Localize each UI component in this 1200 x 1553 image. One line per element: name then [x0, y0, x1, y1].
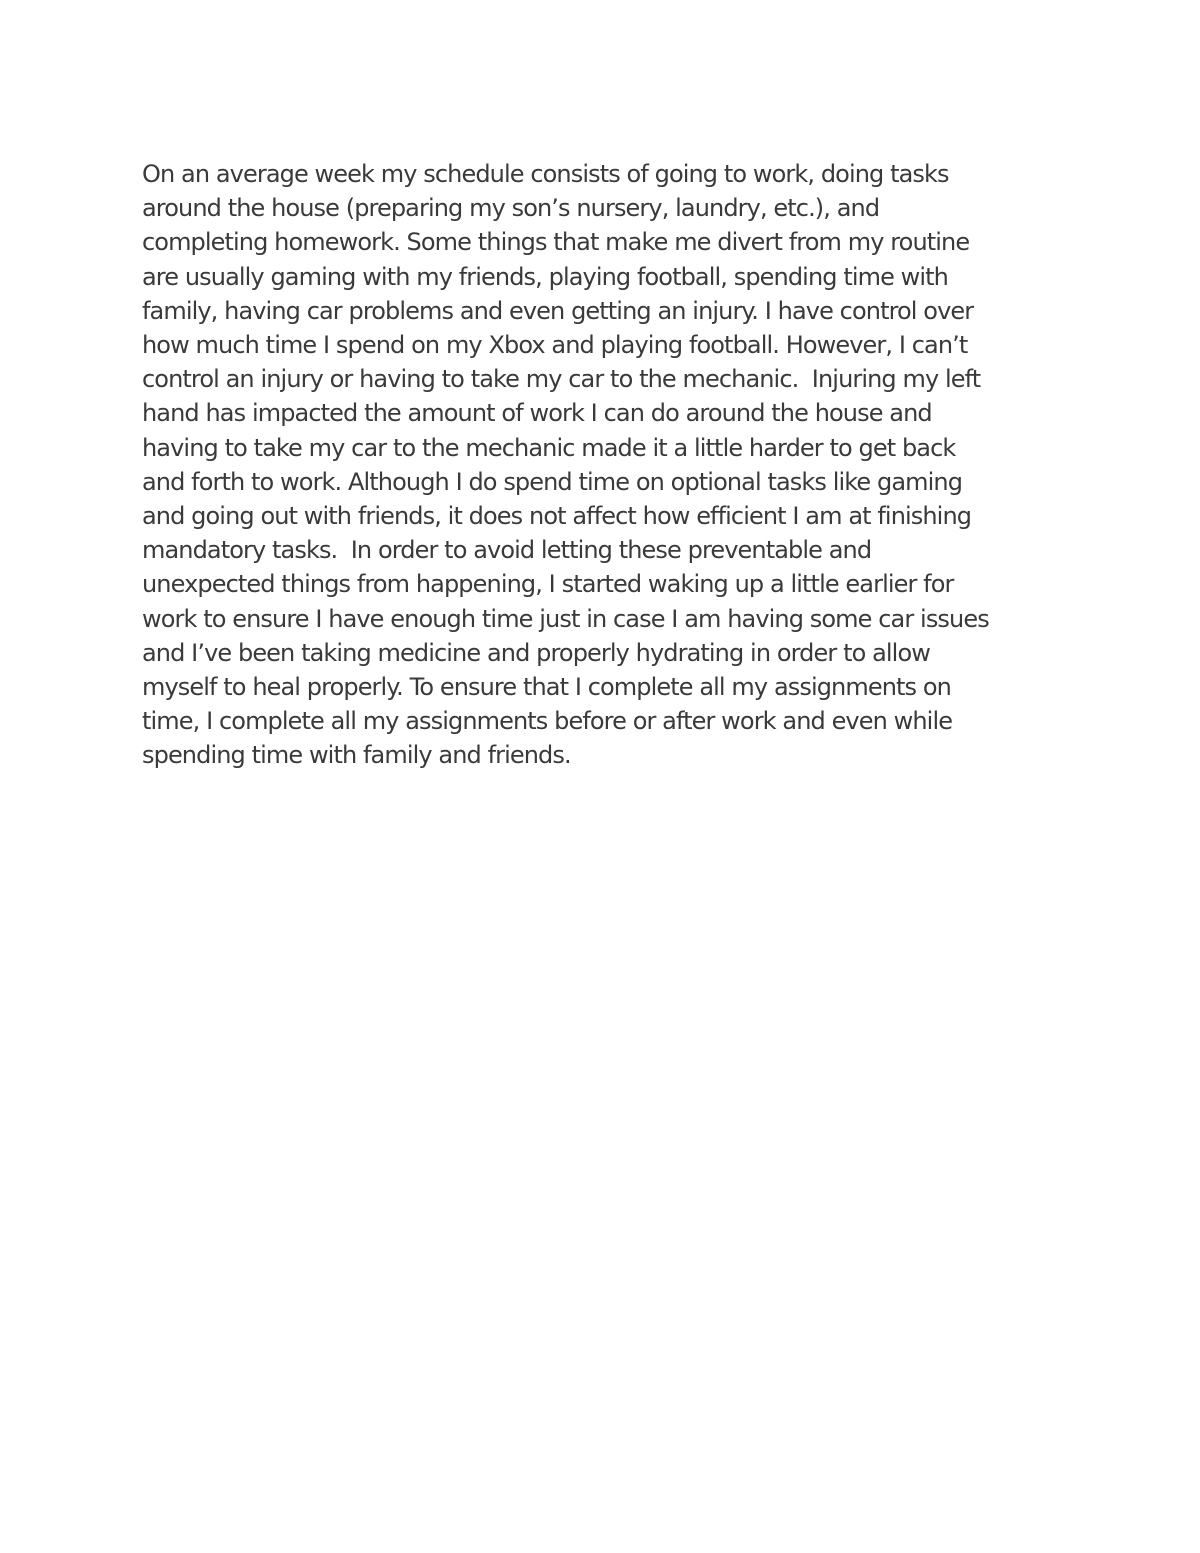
paragraph-line: and going out with friends, it does not affect how efficient I am at finishing [142, 502, 972, 531]
body-paragraph [142, 157, 1082, 773]
paragraph-line: On an average week my schedule consists of going to work, doing tasks [142, 160, 949, 188]
paragraph-line: having to take my car to the mechanic made it a little harder to get back [142, 433, 956, 462]
paragraph-line: work to ensure I have enough time just in case I am having some car issues [142, 604, 989, 633]
paragraph-line: unexpected things from happening, I started waking up a little earlier for [142, 570, 954, 599]
paragraph-line: completing homework. Some things that make me divert from my routine [142, 228, 970, 257]
paragraph-line: and forth to work. Although I do spend time on optional tasks like gaming [142, 467, 963, 496]
paragraph-line: family, having car problems and even getting an injury. I have control over [142, 296, 974, 325]
paragraph-line: mandatory tasks. In order to avoid letting these preventable and [142, 536, 872, 565]
paragraph-line: spending time with family and friends. [142, 741, 571, 770]
paragraph-line: how much time I spend on my Xbox and playing football. However, I can’t [142, 331, 968, 360]
paragraph-line: and I’ve been taking medicine and properly hydrating in order to allow [142, 638, 930, 667]
paragraph-line: hand has impacted the amount of work I can do around the house and [142, 399, 932, 428]
paragraph-line: time, I complete all my assignments before or after work and even while [142, 707, 953, 736]
paragraph-line: around the house (preparing my son’s nursery, laundry, etc.), and [142, 194, 880, 223]
paragraph-line: control an injury or having to take my car to the mechanic. Injuring my left [142, 365, 981, 394]
paragraph-line: myself to heal properly. To ensure that I complete all my assignments on [142, 673, 951, 702]
paragraph-line: are usually gaming with my friends, playing football, spending time with [142, 262, 948, 291]
